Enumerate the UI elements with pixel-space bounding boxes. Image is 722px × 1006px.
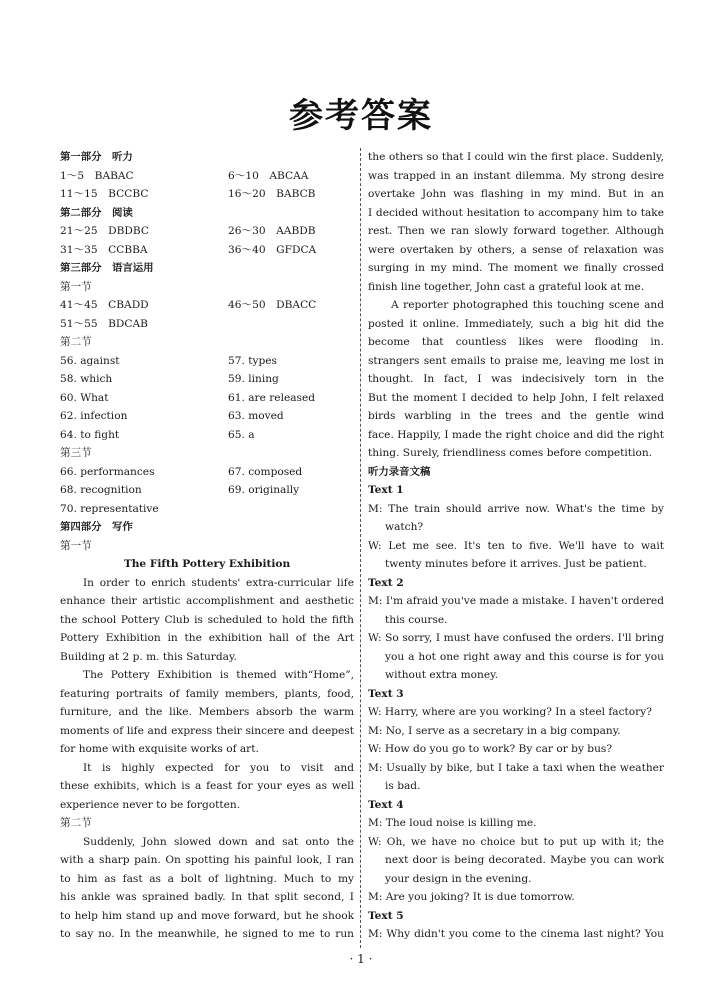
answer-row: 62. infection 63. moved [60, 410, 284, 422]
answer-row: 1～5 BABAC 6～10 ABCAA [60, 169, 309, 182]
text-line: these exhibits, which is a feast for your eyes as well [60, 780, 354, 792]
answer-row: 41～45 CBADD 46～50 DBACC [60, 299, 317, 311]
dialogue-line: M: Are you joking? It is due tomorrow. [368, 891, 575, 903]
text-line: to him as fast as a bolt of lightning. Much to my [60, 872, 354, 885]
text-line: become that countless likes were flooding in. [368, 336, 664, 348]
text-line: strangers sent emails to praise me, leaving me lost in [368, 354, 664, 367]
dialogue-line: M: I'm afraid you've made a mistake. I haven't ordered [368, 595, 664, 607]
answer-row: 70. representative [60, 502, 159, 515]
text-line: for home with exquisite works of art. [60, 743, 259, 755]
text-line: furniture, and the like. Members absorb the warm [60, 706, 354, 718]
transcript-label: Text 1 [368, 484, 404, 496]
text-line: were overtaken by others, a sense of relaxation was [368, 243, 664, 256]
dialogue-line: M: Usually by bike, but I take a taxi when the weather [368, 761, 664, 774]
dialogue-line: W: So sorry, I must have confused the orders. I'll bring [368, 632, 664, 644]
text-line: overtake John was flashing in my mind. But in an [368, 188, 664, 200]
text-line: Suddenly, John slowed down and sat onto the [83, 835, 354, 848]
dialogue-line: M: No, I serve as a secretary in a big company. [368, 724, 621, 737]
answer-row: 21～25 DBDBC 26～30 AABDB [60, 225, 316, 237]
dialogue-line: twenty minutes before it arrives. Just be patient. [385, 558, 647, 570]
dialogue-line: is bad. [385, 780, 421, 792]
text-line: featuring portraits of family members, plants, food, [60, 687, 354, 700]
answer-row: 31～35 CCBBA 36～40 GFDCA [60, 243, 317, 256]
dialogue-line: without extra money. [385, 669, 499, 681]
answer-row: 64. to fight 65. a [60, 428, 255, 441]
column-divider [360, 148, 361, 948]
essay-title: The Fifth Pottery Exhibition [123, 558, 291, 570]
dialogue-line: W: How do you go to work? By car or by bus? [368, 743, 613, 755]
answer-row: 56. against 57. types [60, 354, 277, 367]
text-line: I decided without hesitation to accompany him to take [368, 206, 664, 219]
text-line: finish line together, John cast a grateful look at me. [368, 280, 645, 293]
section-heading: 听力录音文稿 [368, 465, 431, 478]
text-line: In order to enrich students' extra-curricular life [83, 576, 354, 589]
section-heading: 第四部分 写作 [60, 521, 133, 533]
subsection-label: 第二节 [60, 817, 92, 829]
answer-row: 58. which 59. lining [60, 373, 279, 385]
text-line: the school Pottery Club is scheduled to hold the fifth [60, 613, 354, 626]
text-line: his ankle was sprained badly. In that split second, I [60, 891, 354, 903]
text-line: The Pottery Exhibition is themed with“Home”, [83, 669, 354, 681]
text-line: It is highly expected for you to visit and [83, 761, 354, 774]
text-line: Building at 2 p. m. this Saturday. [60, 650, 237, 663]
text-line: But the moment I decided to help John, I felt relaxed [368, 391, 664, 404]
text-line: the others so that I could win the first place. Suddenly, [368, 151, 664, 163]
text-line: moments of life and express their sincere and deepest [60, 724, 354, 737]
right-column [368, 148, 664, 944]
text-line: surging in my mind. The moment we finally crossed [368, 262, 664, 274]
text-line: thought. In fact, I was indecisively torn in the [368, 373, 664, 385]
dialogue-line: M: Why didn't you come to the cinema last night? You [368, 928, 664, 940]
dialogue-line: this course. [385, 613, 448, 626]
text-line: A reporter photographed this touching scene and [391, 299, 664, 311]
dialogue-line: your design in the evening. [385, 872, 532, 885]
dialogue-line: W: Oh, we have no choice but to put up with it; the [368, 835, 664, 848]
text-line: birds warbling in the trees and the gentle wind [368, 410, 664, 422]
section-heading: 第二部分 阅读 [60, 206, 133, 219]
text-line: face. Happily, I made the right choice and did the right [368, 428, 664, 441]
transcript-label: Text 3 [368, 687, 404, 700]
subsection-label: 第一节 [60, 280, 92, 293]
dialogue-line: M: The loud noise is killing me. [368, 817, 537, 829]
text-line: to say no. In the meanwhile, he signed to me to run [60, 928, 354, 940]
text-line: Pottery Exhibition in the exhibition hall of the Art [60, 632, 354, 644]
text-line: thing. Surely, friendliness comes before competition. [368, 447, 653, 459]
dialogue-line: W: Harry, where are you working? In a steel factory? [368, 706, 652, 718]
text-line: enhance their artistic accomplishment and aesthetic [60, 595, 354, 607]
answer-row: 51～55 BDCAB [60, 317, 148, 330]
page-title: 参考答案 [289, 96, 433, 136]
section-heading: 第一部分 听力 [60, 151, 133, 163]
page-number: · 1 · [349, 952, 373, 966]
section-heading: 第三部分 语言运用 [60, 262, 154, 274]
answer-row: 68. recognition 69. originally [60, 484, 300, 496]
text-line: rest. Then we ran slowly forward together. Although [368, 225, 664, 237]
dialogue-line: watch? [385, 521, 424, 533]
dialogue-line: next door is being decorated. Maybe you can work [385, 854, 664, 866]
text-line: was trapped in an instant dilemma. My strong desire [368, 169, 664, 182]
answer-row: 60. What 61. are released [60, 391, 316, 404]
transcript-label: Text 5 [368, 909, 404, 922]
transcript-label: Text 4 [368, 798, 404, 811]
dialogue-line: you a hot one right away and this course is for you [385, 650, 664, 663]
subsection-label: 第一节 [60, 539, 92, 552]
text-line: with a sharp pain. On spotting his painful look, I ran [60, 854, 354, 866]
text-line: to help him stand up and move forward, but he shook [60, 909, 354, 922]
transcript-label: Text 2 [368, 576, 404, 589]
dialogue-line: W: Let me see. It's ten to five. We'll have to wait [368, 539, 664, 552]
subsection-label: 第二节 [60, 336, 92, 348]
dialogue-line: M: The train should arrive now. What's the time by [368, 502, 664, 515]
text-line: posted it online. Immediately, such a big hit did the [368, 317, 664, 330]
answer-row: 11～15 BCCBC 16～20 BABCB [60, 188, 316, 200]
subsection-label: 第三节 [60, 447, 92, 459]
text-line: experience never to be forgotten. [60, 798, 241, 811]
left-column [60, 148, 354, 944]
answer-row: 66. performances 67. composed [60, 465, 303, 478]
